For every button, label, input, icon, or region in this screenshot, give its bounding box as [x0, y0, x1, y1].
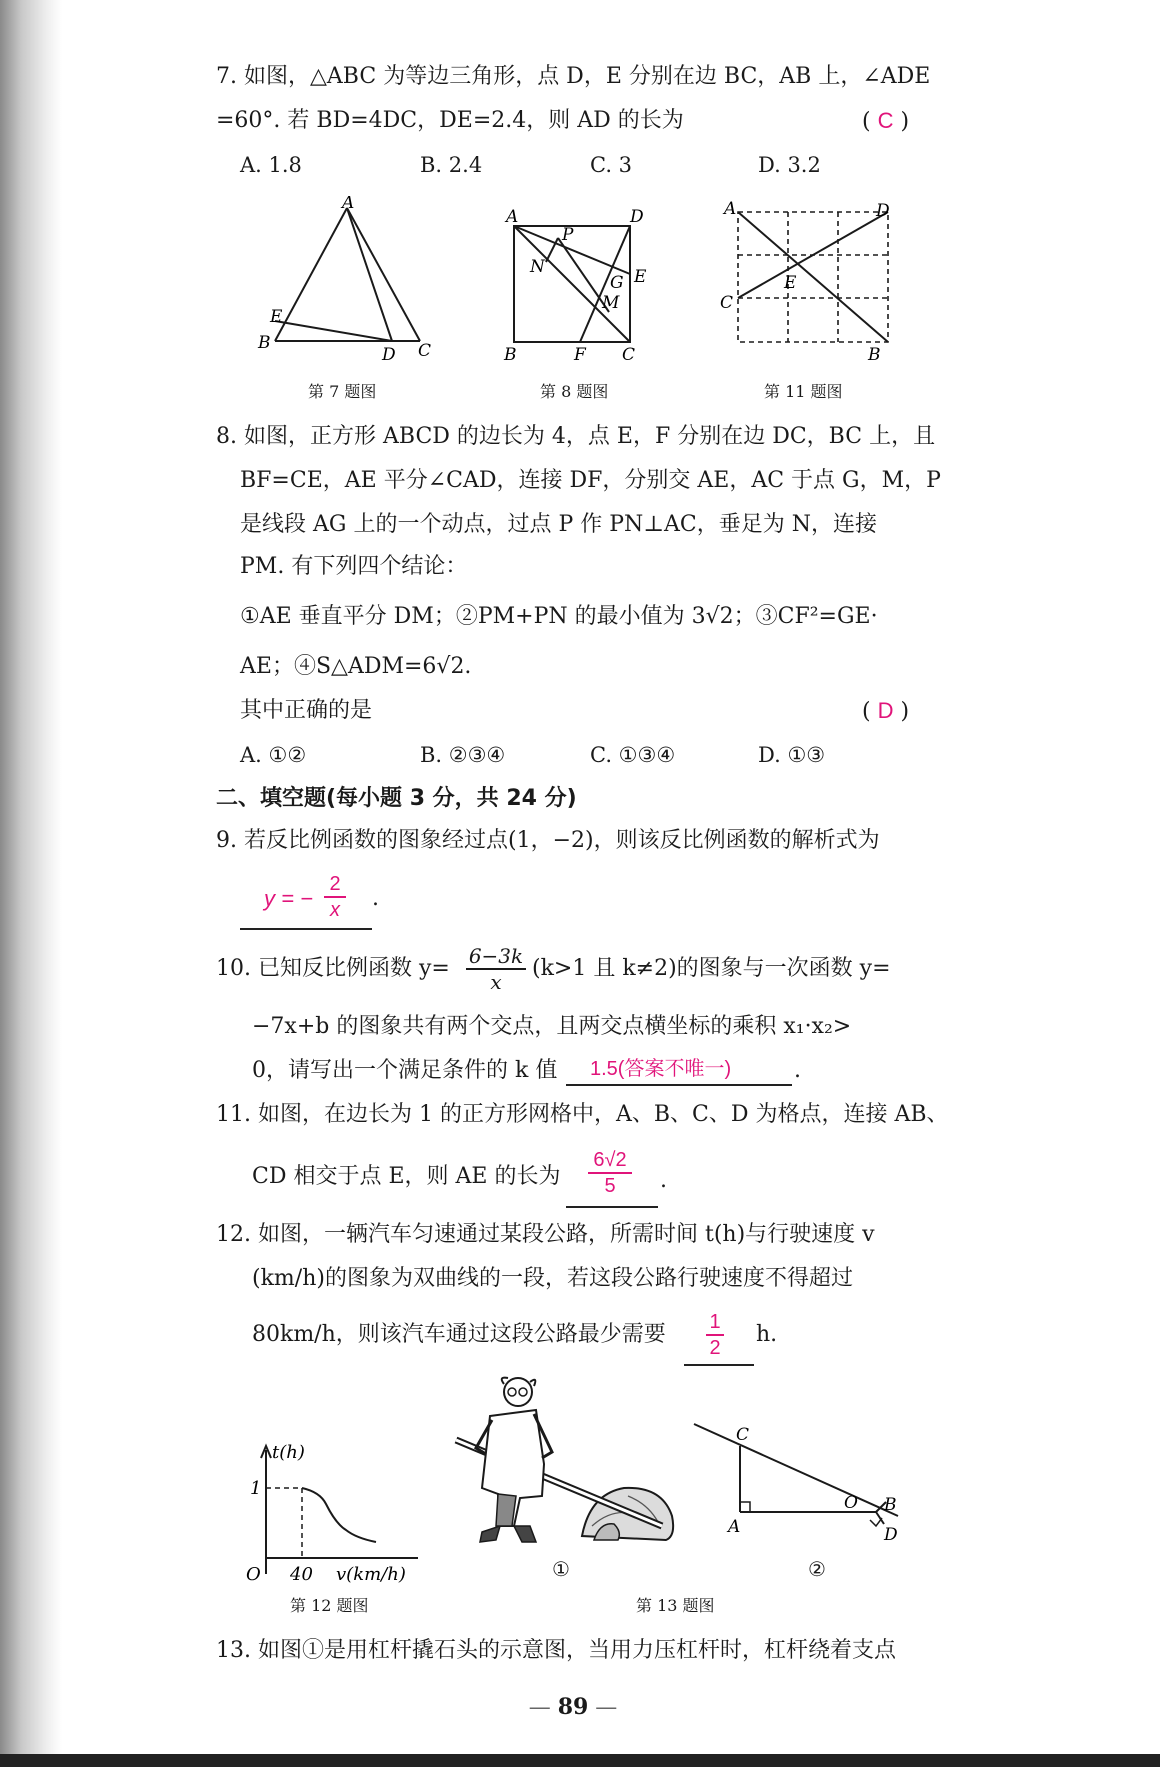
fig11-label-c: C: [720, 293, 734, 313]
q8-line5: ①AE 垂直平分 DM；②PM+PN 的最小值为 3√2；③CF²=GE·: [240, 604, 878, 629]
fig11-caption: 第 11 题图: [764, 382, 843, 401]
q10-frac-den: x: [490, 970, 502, 994]
q7-answer-bracket: ( C ): [862, 108, 910, 134]
fig12-xtick: 40: [290, 1564, 313, 1584]
q10-answer-underline: [566, 1084, 792, 1086]
fig11-label-b: B: [868, 345, 881, 365]
q12-answer-num: 1: [709, 1311, 721, 1333]
q12-line2: (km/h)的图象为双曲线的一段，若这段公路行驶速度不得超过: [252, 1266, 853, 1291]
q8-line3: 是线段 AG 上的一个动点，过点 P 作 PN⊥AC，垂足为 N，连接: [240, 512, 877, 537]
q9-answer-fraction: [324, 872, 346, 922]
page-number: 89: [557, 1694, 589, 1720]
fig11-label-e: E: [784, 273, 797, 293]
fig8-label-f: F: [574, 345, 586, 365]
q8-option-b: B. ②③④: [420, 743, 506, 767]
q8-answer-bracket: ( D ): [862, 698, 910, 724]
fig13-sub1: ①: [552, 1557, 570, 1581]
fig13-label-o: O: [844, 1493, 858, 1513]
fig12-origin: O: [246, 1564, 261, 1584]
fig7-label-e: E: [270, 307, 283, 327]
q9-end: .: [372, 886, 379, 911]
q8-line4: PM. 有下列四个结论：: [240, 554, 468, 579]
q11-answer-fraction: [588, 1148, 632, 1198]
q7-option-c: C. 3: [590, 153, 633, 177]
fig13-caption: 第 13 题图: [636, 1596, 715, 1615]
q9-line1: 9. 若反比例函数的图象经过点(1，−2)，则该反比例函数的解析式为: [216, 828, 880, 853]
q7-option-d: D. 3.2: [758, 153, 821, 177]
q10-answer: 1.5(答案不唯一): [590, 1058, 732, 1080]
fig8-label-g: G: [610, 273, 624, 293]
q9-answer-prefix: y = −: [264, 886, 313, 911]
q7-line1: 7. 如图，△ABC 为等边三角形，点 D，E 分别在边 BC，AB 上，∠ADE: [216, 64, 931, 89]
q10-line3: 0，请写出一个满足条件的 k 值: [252, 1058, 558, 1083]
bottom-edge-bar: [0, 1754, 1160, 1767]
q10-frac-num: 6−3k: [468, 944, 524, 968]
q10-fraction: [466, 944, 526, 994]
q8-line7: 其中正确的是: [240, 698, 373, 723]
figure-13-lever-illustration: [452, 1376, 688, 1552]
fig7-label-d: D: [382, 345, 396, 365]
figure-12: [246, 1434, 422, 1584]
fig12-ytick: 1: [250, 1478, 262, 1499]
fig13-label-d: D: [884, 1525, 898, 1545]
figure-11: [716, 196, 906, 366]
q10-end: .: [794, 1058, 801, 1083]
figure-8: [498, 198, 668, 368]
fig7-label-c: C: [418, 341, 432, 361]
fig8-label-a: A: [506, 207, 519, 227]
q8-answer: D: [877, 698, 894, 723]
figure-7: [250, 196, 450, 366]
q12-answer-underline: [684, 1364, 754, 1366]
fig12-ylabel: t(h): [272, 1442, 305, 1463]
q7-line2: =60°. 若 BD=4DC，DE=2.4，则 AD 的长为: [216, 108, 684, 133]
q10-line2: −7x+b 的图象共有两个交点，且两交点横坐标的乘积 x₁·x₂>: [252, 1014, 852, 1039]
q11-answer-underline: [566, 1206, 658, 1208]
q10-post: (k>1 且 k≠2)的图象与一次函数 y=: [532, 956, 891, 981]
q9-answer-underline: [240, 928, 372, 930]
fig8-caption: 第 8 题图: [540, 382, 609, 401]
fig8-label-d: D: [630, 207, 644, 227]
fig11-label-a: A: [724, 199, 737, 219]
fig11-label-d: D: [876, 201, 890, 221]
fig8-label-e: E: [634, 267, 647, 287]
q11-answer-num: 6√2: [593, 1149, 627, 1171]
fig13-label-c: C: [736, 1425, 750, 1445]
figure-13-lever-diagram: [688, 1416, 908, 1556]
fig8-label-n: N: [530, 257, 545, 277]
q12-end: h.: [756, 1322, 778, 1347]
section-fill-in-blank: 二、填空题(每小题 3 分，共 24 分): [216, 786, 577, 811]
fig8-label-m: M: [602, 293, 620, 313]
fig7-label-b: B: [258, 333, 271, 353]
q9-answer-den: x: [330, 899, 340, 921]
q12-line3: 80km/h，则该汽车通过这段公路最少需要: [252, 1322, 666, 1347]
q7-answer: C: [877, 108, 894, 133]
fig13-sub2: ②: [808, 1557, 826, 1581]
q8-option-a: A. ①②: [240, 743, 307, 767]
q9-answer-num: 2: [329, 873, 341, 895]
q7-option-a: A. 1.8: [240, 153, 302, 177]
fig12-caption: 第 12 题图: [290, 1596, 369, 1615]
q10-pre: 10. 已知反比例函数 y=: [216, 956, 450, 981]
q8-line6: AE；④S△ADM=6√2.: [240, 654, 472, 679]
fig7-label-a: A: [342, 196, 355, 213]
q8-option-d: D. ①③: [758, 743, 826, 767]
q11-line1: 11. 如图，在边长为 1 的正方形网格中，A、B、C、D 为格点，连接 AB、: [216, 1102, 949, 1127]
fig8-label-b: B: [504, 345, 517, 365]
fig7-caption: 第 7 题图: [308, 382, 377, 401]
page-number-footer: — 89 —: [528, 1694, 618, 1720]
page-edge-shadow: [0, 0, 62, 1767]
q11-line2: CD 相交于点 E，则 AE 的长为: [252, 1164, 561, 1189]
q12-answer-den: 2: [709, 1337, 721, 1359]
q7-option-b: B. 2.4: [420, 153, 483, 177]
fig8-label-p: P: [562, 225, 574, 245]
q11-answer-den: 5: [604, 1175, 616, 1197]
q11-end: .: [660, 1168, 667, 1193]
fig13-label-b: B: [884, 1495, 897, 1515]
q8-line1: 8. 如图，正方形 ABCD 的边长为 4，点 E，F 分别在边 DC，BC 上，且: [216, 424, 936, 449]
q12-answer-fraction: [706, 1310, 724, 1360]
fig8-label-c: C: [622, 345, 636, 365]
fig13-label-a: A: [728, 1517, 741, 1537]
fig12-xlabel: v(km/h): [336, 1564, 406, 1584]
q12-line1: 12. 如图，一辆汽车匀速通过某段公路，所需时间 t(h)与行驶速度 v: [216, 1222, 875, 1247]
q8-option-c: C. ①③④: [590, 743, 676, 767]
q8-line2: BF=CE，AE 平分∠CAD，连接 DF，分别交 AE，AC 于点 G，M，P: [240, 468, 941, 493]
q13-line1: 13. 如图①是用杠杆撬石头的示意图，当用力压杠杆时，杠杆绕着支点: [216, 1638, 896, 1663]
